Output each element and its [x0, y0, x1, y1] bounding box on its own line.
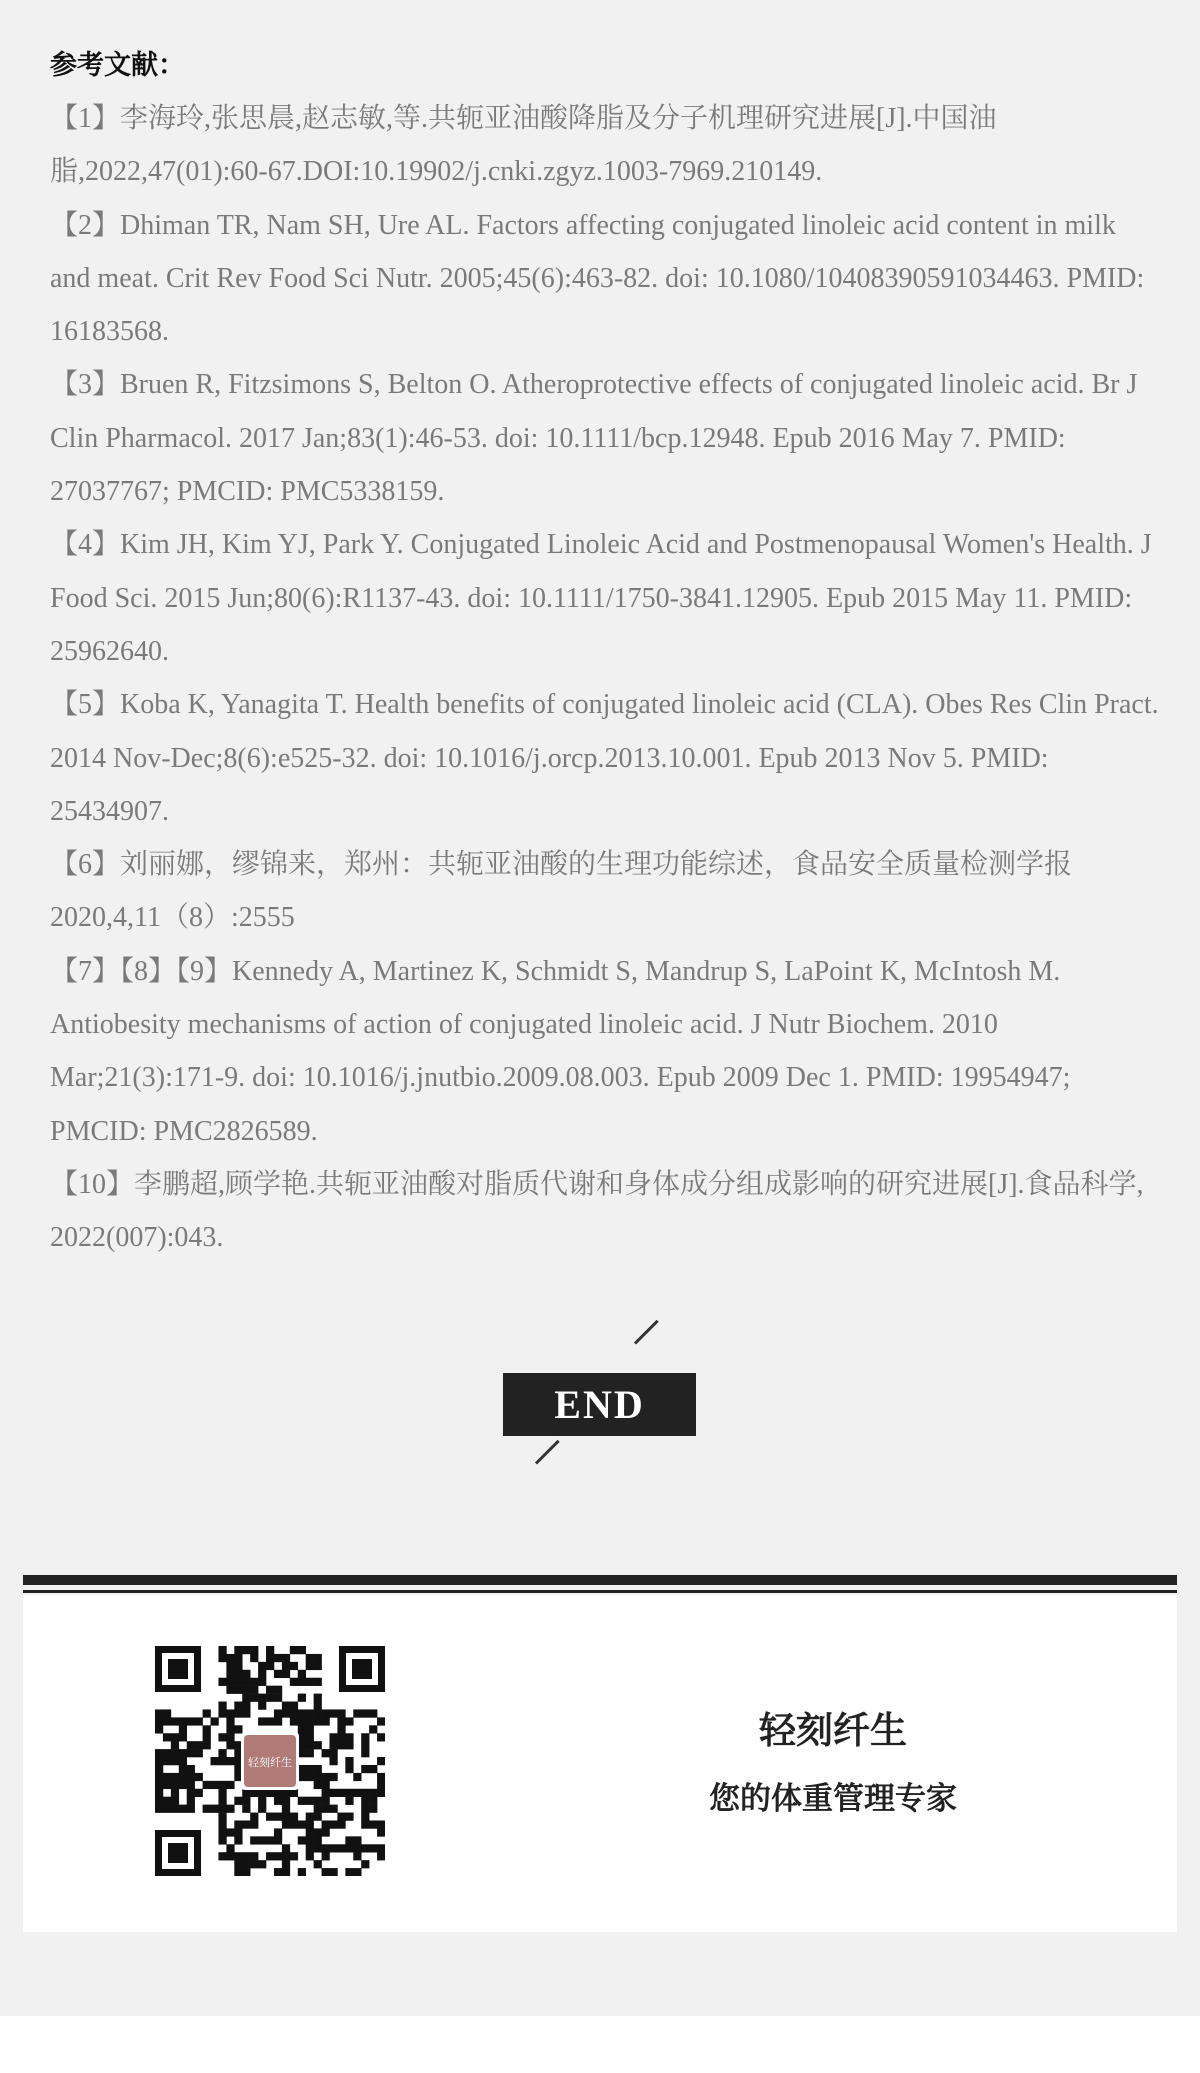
references-title: 参考文献：: [50, 50, 185, 81]
reference-item-5: 【5】Koba K, Yanagita T. Health benefits of conjugated linoleic acid (CLA). Obes Res Clin Pract. 2014 Nov-Dec;8(6):e525-32. doi: 10.1016/j.orcp.2013.10.001. Epub 2013 Nov 5. PMID: 25434907.: [50, 689, 1159, 827]
reference-item-10: 【10】李鹏超,顾学艳.共轭亚油酸对脂质代谢和身体成分组成影响的研究进展[J].食品科学, 2022(007):043.: [50, 1168, 1144, 1254]
reference-item-1: 【1】李海玲,张思晨,赵志敏,等.共轭亚油酸降脂及分子机理研究进展[J].中国油脂,2022,47(01):60-67.DOI:10.19902/j.cnki.zgyz.1003-7969.210149.: [50, 103, 997, 188]
reference-item-7-9: 【7】【8】【9】Kennedy A, Martinez K, Schmidt S, Mandrup S, LaPoint K, McIntosh M. Antiobesity mechanisms of action of conjugated linoleic acid. J Nutr Biochem. 2010 Mar;21(3):171-9. doi: 10.1016/j.jnutbio.2009.08.003. Epub 2009 Dec 1. PMID: 19954947; PMCID: PMC2826589.: [50, 955, 1071, 1147]
reference-item-4: 【4】Kim JH, Kim YJ, Park Y. Conjugated Linoleic Acid and Postmenopausal Women's Health. J Food Sci. 2015 Jun;80(6):R1137-43. doi: 10.1111/1750-3841.12905. Epub 2015 May 11. PMID: 25962640.: [50, 529, 1152, 667]
brand-slogan: 您的体重管理专家: [709, 1781, 957, 1817]
end-badge: [503, 1373, 696, 1436]
end-slash-bottom: [535, 1440, 560, 1465]
reference-item-2: 【2】Dhiman TR, Nam SH, Ure AL. Factors affecting conjugated linoleic acid content in milk and meat. Crit Rev Food Sci Nutr. 2005;45(6):463-82. doi: 10.1080/10408390591034463. PMID: 16183568.: [50, 209, 1145, 348]
end-label: END: [554, 1382, 645, 1427]
footer-card: [23, 1595, 1177, 1932]
end-divider: [500, 1340, 700, 1470]
end-slash-top: [634, 1320, 659, 1345]
qr-logo-text: 轻刻纤生: [248, 1756, 292, 1769]
reference-item-6: 【6】刘丽娜，缪锦来，郑州：共轭亚油酸的生理功能综述，食品安全质量检测学报2020,4,11（8）:2555: [50, 849, 1073, 934]
references-section: [50, 44, 1160, 1265]
reference-item-3: 【3】Bruen R, Fitzsimons S, Belton O. Atheroprotective effects of conjugated linoleic acid. Br J Clin Pharmacol. 2017 Jan;83(1):46-53. doi: 10.1111/bcp.12948. Epub 2016 May 7. PMID: 27037767; PMCID: PMC5338159.: [50, 369, 1138, 508]
brand-name: 轻刻纤生: [759, 1709, 907, 1752]
footer-divider-thin: [23, 1590, 1177, 1593]
qr-code[interactable]: [155, 1646, 385, 1876]
footer-divider-thick: [23, 1575, 1177, 1585]
